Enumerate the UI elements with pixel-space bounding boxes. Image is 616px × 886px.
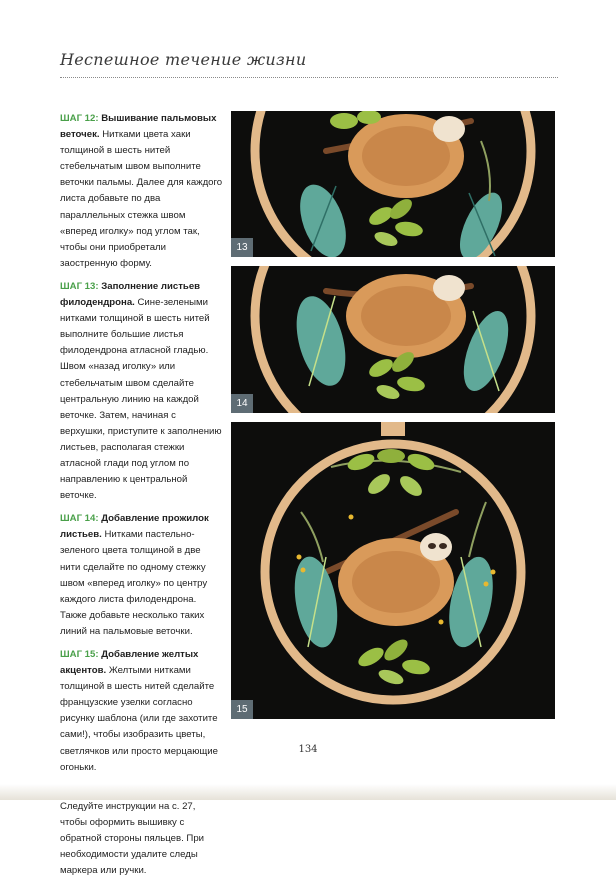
header-divider bbox=[60, 77, 558, 78]
embroidery-photo-13 bbox=[231, 111, 555, 257]
photo-number-badge: 14 bbox=[231, 394, 253, 413]
step-title: Вышивание пальмовых веточек. bbox=[60, 113, 217, 141]
step-13 bbox=[60, 279, 223, 504]
page-edge-decoration bbox=[0, 784, 616, 800]
instructions-column bbox=[60, 111, 223, 886]
photo-number-badge: 13 bbox=[231, 238, 253, 257]
step-number: ШАГ 14: bbox=[60, 513, 99, 525]
embroidery-illustration bbox=[231, 266, 555, 413]
step-body: Нитками пастельно-зеленого цвета толщиной в две нити сделайте по одному стежку швом «вперед иголку» по центру каждого листа филодендрона. Также добавьте несколько таких линий на пальмовые веточки. bbox=[60, 529, 208, 637]
photo-number-badge: 15 bbox=[231, 700, 253, 719]
step-15 bbox=[60, 647, 223, 776]
embroidery-photo-14 bbox=[231, 266, 555, 413]
page-number: 134 bbox=[298, 744, 318, 755]
step-body: Нитками цвета хаки толщиной в шесть нитей стебельчатым швом выполните веточки пальмы. Далее для каждого листа добавьте по два параллельных стежка швом «вперед иголку» под углом так, чтобы они приобретали заостренную форму. bbox=[60, 129, 223, 269]
embroidery-illustration bbox=[231, 111, 555, 257]
embroidery-photo-15 bbox=[231, 422, 555, 719]
running-header: Неспешное течение жизни bbox=[60, 50, 307, 69]
step-body: Сине-зелеными нитками толщиной в шесть нитей выполните большие листья филодендрона атласной гладью. Швом «назад иголку» или стебельчатым швом сделайте центральную линию на каждой веточке. Затем, начиная с верхушки, приступите к заполнению листьев, располагая стежки атласной глади под углом по направлению к центральной веточке. bbox=[60, 297, 222, 502]
step-title: Заполнение листьев филодендрона. bbox=[60, 280, 201, 309]
step-title: Добавление прожилок листьев. bbox=[60, 513, 209, 541]
step-12 bbox=[60, 111, 223, 272]
step-number: ШАГ 15: bbox=[60, 649, 99, 660]
step-body: Следуйте инструкции на с. 27, чтобы оформить вышивку с обратной стороны пяльцев. При необходимости удалите следы маркера или ручки. bbox=[60, 800, 205, 877]
step-title: Добавление желтых акцентов. bbox=[60, 649, 199, 677]
step-14 bbox=[60, 511, 223, 640]
embroidery-illustration bbox=[231, 422, 555, 719]
step-number: ШАГ 13: bbox=[60, 280, 99, 292]
step-body: Желтыми нитками толщиной в шесть нитей сделайте французские узелки согласно рисунку шаблона (или где захотите сами!), чтобы изобразить цветы, светлячков или просто мерцающие огоньки. bbox=[60, 665, 218, 773]
step-number: ШАГ 12: bbox=[60, 113, 99, 124]
